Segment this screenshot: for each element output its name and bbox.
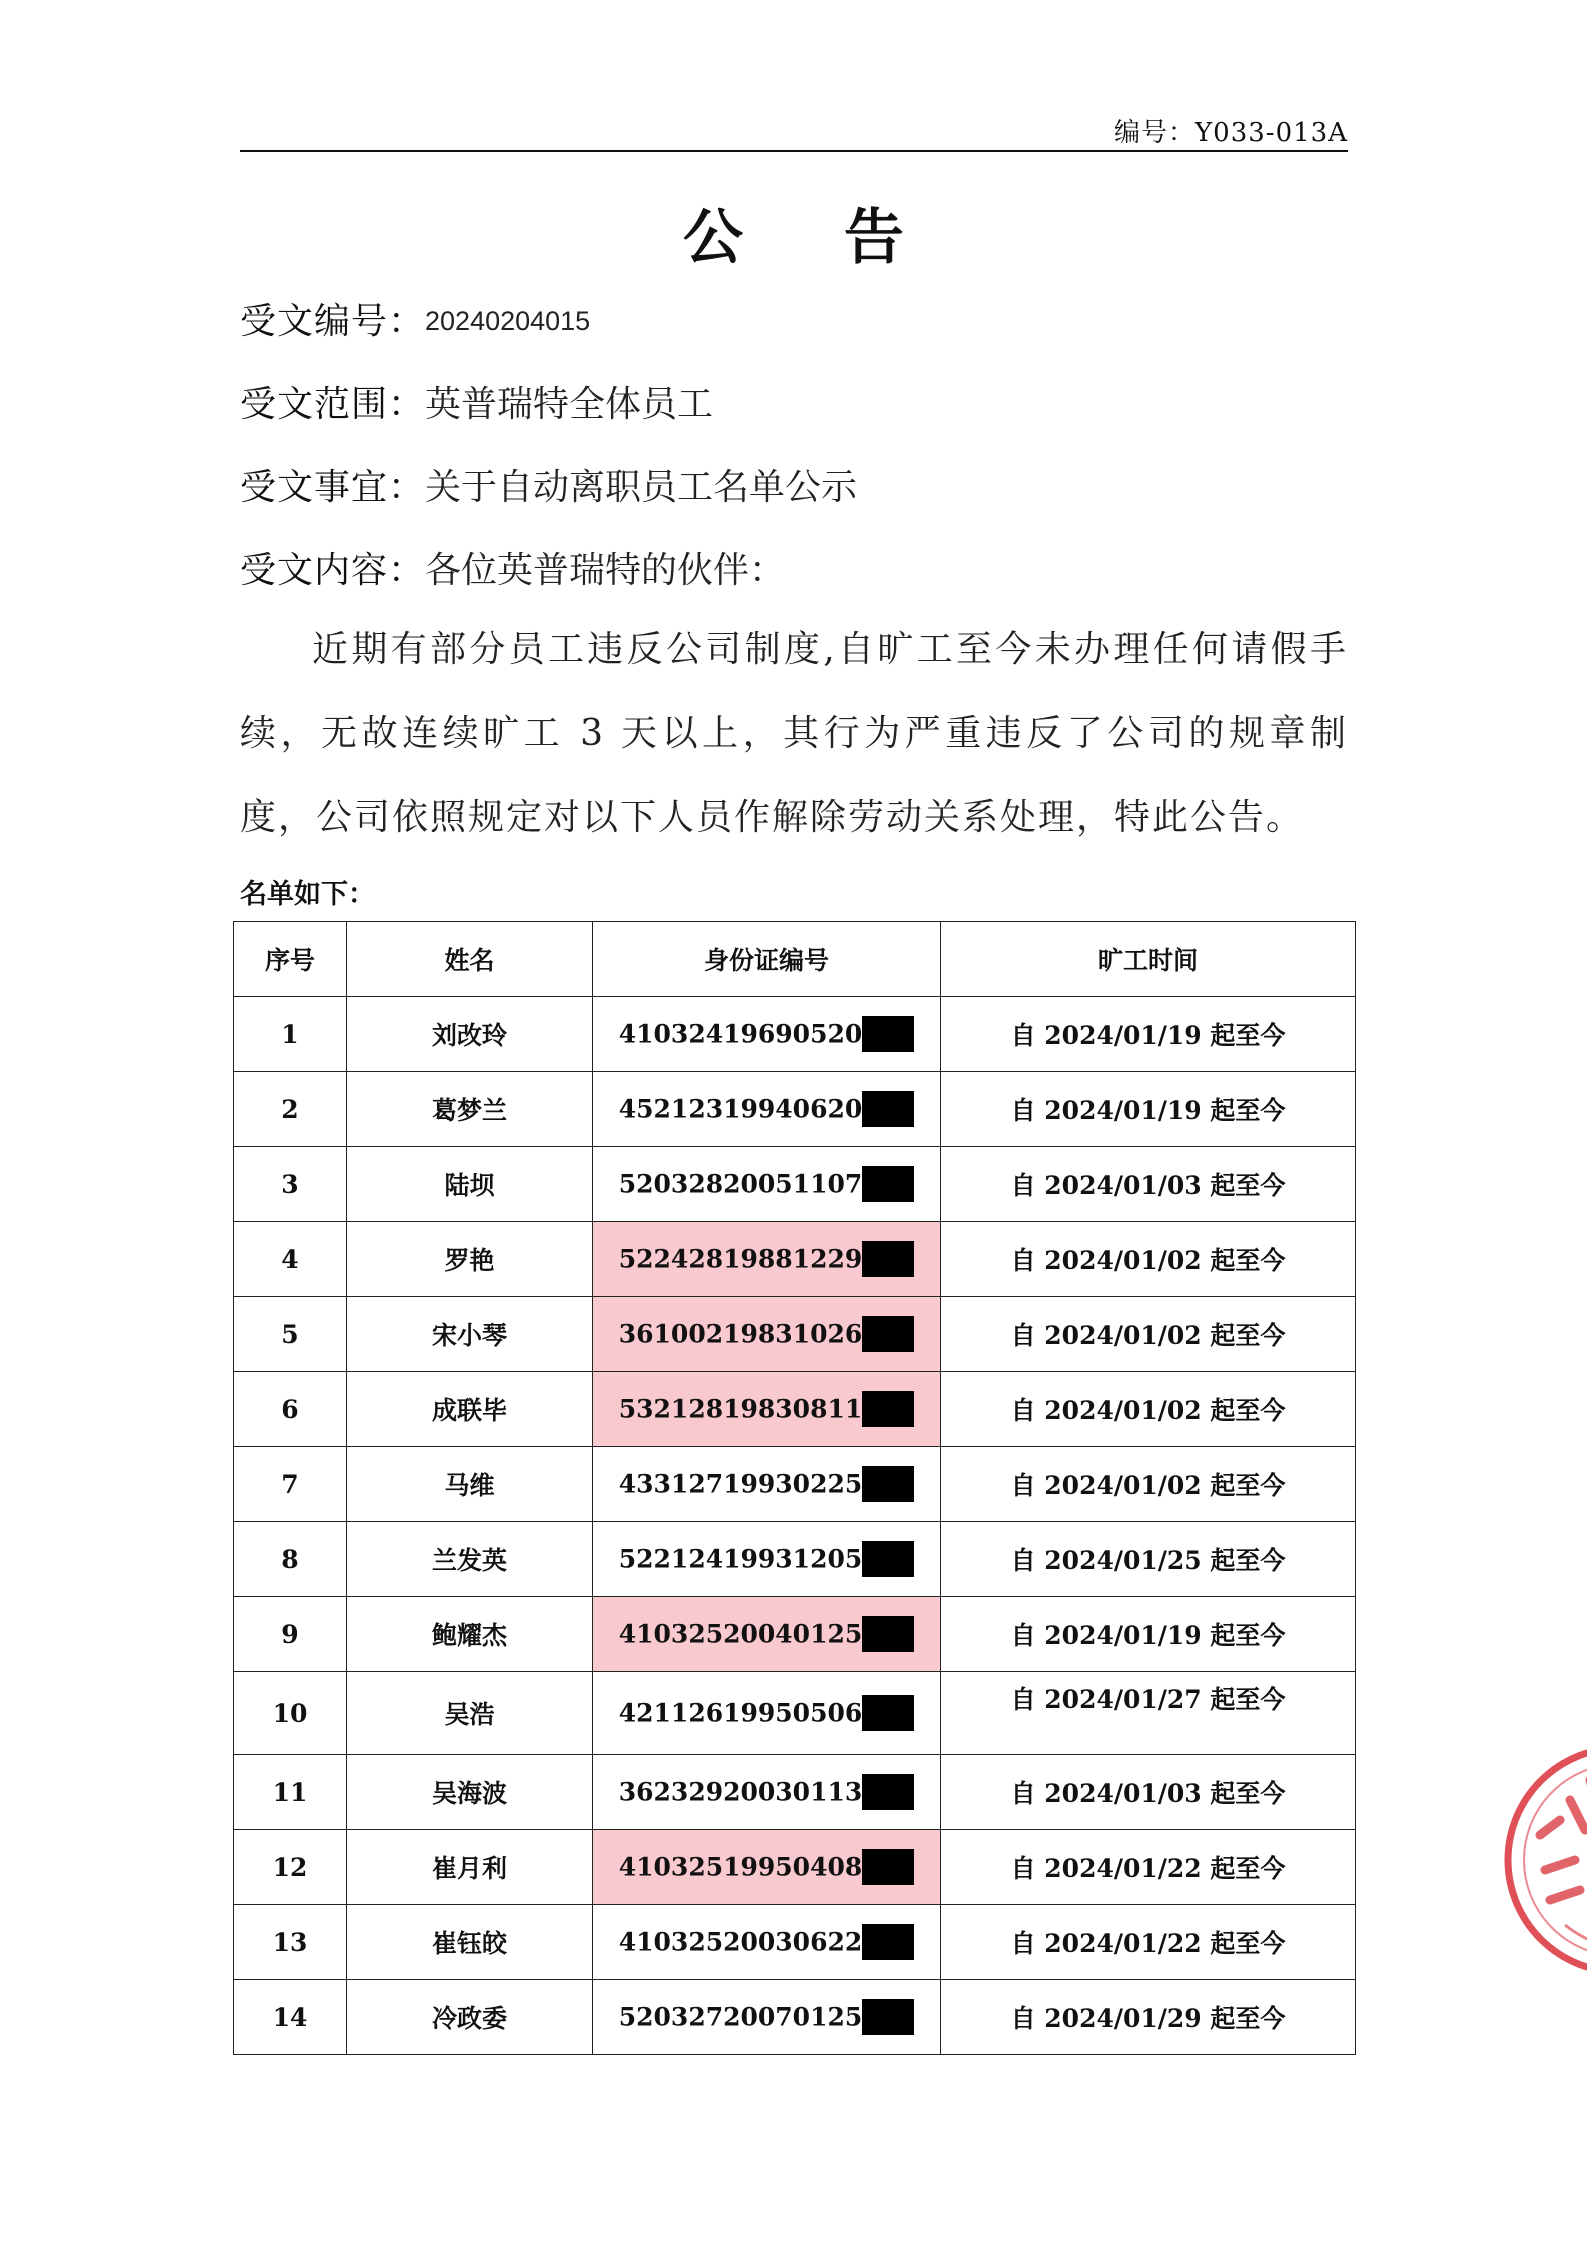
absence-start-date: 2024/01/03 xyxy=(1044,1171,1202,1200)
id-number-cell xyxy=(593,1372,941,1447)
employee-table xyxy=(233,921,1356,2055)
absence-start-date: 2024/01/19 xyxy=(1044,1621,1202,1650)
employee-name: 吴海波 xyxy=(347,1755,593,1830)
date-prefix: 自 xyxy=(1010,1246,1045,1275)
date-prefix: 自 xyxy=(1010,1321,1045,1350)
absence-time xyxy=(941,1147,1356,1222)
field-subject xyxy=(240,459,857,510)
employee-name: 冷政委 xyxy=(347,1980,593,2055)
field-label: 受文范围： xyxy=(240,384,426,425)
id-number-cell xyxy=(593,1755,941,1830)
absence-start-date: 2024/01/02 xyxy=(1044,1321,1202,1350)
date-prefix: 自 xyxy=(1010,1396,1045,1425)
date-prefix: 自 xyxy=(1010,1471,1045,1500)
table-row xyxy=(234,997,1356,1072)
field-value: 各位英普瑞特的伙伴： xyxy=(425,550,786,591)
absence-start-date: 2024/01/19 xyxy=(1044,1021,1202,1050)
id-number-cell xyxy=(593,1222,941,1297)
date-suffix: 起至今 xyxy=(1201,1171,1286,1200)
date-prefix: 自 xyxy=(1010,2004,1045,2033)
row-number: 1 xyxy=(234,997,347,1072)
table-row xyxy=(234,1222,1356,1297)
id-number-cell xyxy=(593,1297,941,1372)
redaction-block xyxy=(862,1849,914,1885)
row-number: 7 xyxy=(234,1447,347,1522)
redaction-block xyxy=(862,1616,914,1652)
date-suffix: 起至今 xyxy=(1201,1779,1286,1808)
row-number: 13 xyxy=(234,1905,347,1980)
employee-name: 鲍耀杰 xyxy=(347,1597,593,1672)
date-prefix: 自 xyxy=(1010,1685,1045,1714)
row-number: 9 xyxy=(234,1597,347,1672)
absence-start-date: 2024/01/27 xyxy=(1044,1685,1202,1714)
id-number-cell xyxy=(593,1597,941,1672)
absence-time xyxy=(941,1372,1356,1447)
id-number-cell xyxy=(593,1147,941,1222)
date-suffix: 起至今 xyxy=(1201,1929,1286,1958)
employee-name: 成联毕 xyxy=(347,1372,593,1447)
field-value: 关于自动离职员工名单公示 xyxy=(425,467,858,508)
absence-time xyxy=(941,1522,1356,1597)
id-number-visible: 42112619950506 xyxy=(618,1698,863,1728)
date-suffix: 起至今 xyxy=(1201,2004,1286,2033)
id-number-visible: 36100219831026 xyxy=(618,1319,863,1349)
redaction-block xyxy=(862,1391,914,1427)
absence-start-date: 2024/01/22 xyxy=(1044,1854,1202,1883)
absence-time xyxy=(941,1072,1356,1147)
field-label: 受文编号： xyxy=(240,301,426,342)
redaction-block xyxy=(862,1695,914,1731)
row-number: 4 xyxy=(234,1222,347,1297)
absence-start-date: 2024/01/03 xyxy=(1044,1779,1202,1808)
absence-time xyxy=(941,1672,1356,1755)
table-row xyxy=(234,1830,1356,1905)
absence-start-date: 2024/01/25 xyxy=(1044,1546,1202,1575)
header-divider xyxy=(240,150,1348,152)
employee-name: 崔钰皎 xyxy=(347,1905,593,1980)
absence-time xyxy=(941,1980,1356,2055)
employee-name: 兰发英 xyxy=(347,1522,593,1597)
redaction-block xyxy=(862,1241,914,1277)
table-row xyxy=(234,1447,1356,1522)
employee-name: 葛梦兰 xyxy=(347,1072,593,1147)
date-suffix: 起至今 xyxy=(1201,1546,1286,1575)
company-seal xyxy=(1500,1740,1587,1980)
row-number: 6 xyxy=(234,1372,347,1447)
date-suffix: 起至今 xyxy=(1201,1321,1286,1350)
date-prefix: 自 xyxy=(1010,1929,1045,1958)
id-number-visible: 41032520040125 xyxy=(618,1619,863,1649)
absence-time xyxy=(941,1297,1356,1372)
id-number-cell xyxy=(593,1830,941,1905)
row-number: 5 xyxy=(234,1297,347,1372)
table-row xyxy=(234,1072,1356,1147)
notice-body: 近期有部分员工违反公司制度,自旷工至今未办理任何请假手续，无故连续旷工 3 天以上，其行为严重违反了公司的规章制度，公司依照规定对以下人员作解除劳动关系处理，特此公告。 xyxy=(240,629,1348,838)
table-row xyxy=(234,1755,1356,1830)
id-number-visible: 52212419931205 xyxy=(618,1544,863,1574)
absence-start-date: 2024/01/02 xyxy=(1044,1396,1202,1425)
table-header-row xyxy=(234,922,1356,997)
row-number: 11 xyxy=(234,1755,347,1830)
column-header-absence-time: 旷工时间 xyxy=(941,922,1356,997)
absence-time xyxy=(941,1905,1356,1980)
id-number-visible: 53212819830811 xyxy=(618,1394,863,1424)
table-row xyxy=(234,1597,1356,1672)
absence-start-date: 2024/01/29 xyxy=(1044,2004,1202,2033)
date-suffix: 起至今 xyxy=(1201,1471,1286,1500)
redaction-block xyxy=(862,1924,914,1960)
column-header-name: 姓名 xyxy=(347,922,593,997)
table-row xyxy=(234,1672,1356,1755)
absence-time xyxy=(941,1755,1356,1830)
date-prefix: 自 xyxy=(1010,1021,1045,1050)
absence-time xyxy=(941,1830,1356,1905)
list-label: 名单如下： xyxy=(240,879,375,910)
row-number: 10 xyxy=(234,1672,347,1755)
field-content xyxy=(240,542,785,593)
absence-start-date: 2024/01/02 xyxy=(1044,1471,1202,1500)
date-suffix: 起至今 xyxy=(1201,1021,1286,1050)
id-number-cell xyxy=(593,1672,941,1755)
table-row xyxy=(234,1297,1356,1372)
redaction-block xyxy=(862,1466,914,1502)
id-number-cell xyxy=(593,1072,941,1147)
row-number: 3 xyxy=(234,1147,347,1222)
employee-name: 吴浩 xyxy=(347,1672,593,1755)
table-row xyxy=(234,1905,1356,1980)
redaction-block xyxy=(862,1316,914,1352)
absence-time xyxy=(941,1222,1356,1297)
table-row xyxy=(234,1147,1356,1222)
redaction-block xyxy=(862,1541,914,1577)
field-label: 受文内容： xyxy=(240,550,426,591)
redaction-block xyxy=(862,1016,914,1052)
field-scope xyxy=(240,376,713,427)
table-row xyxy=(234,1372,1356,1447)
id-number-cell xyxy=(593,1522,941,1597)
field-document-number xyxy=(240,293,590,344)
column-header-number: 序号 xyxy=(234,922,347,997)
id-number-visible: 52242819881229 xyxy=(618,1244,863,1274)
row-number: 2 xyxy=(234,1072,347,1147)
column-header-id: 身份证编号 xyxy=(593,922,941,997)
id-number-visible: 43312719930225 xyxy=(618,1469,863,1499)
id-number-cell xyxy=(593,1905,941,1980)
date-prefix: 自 xyxy=(1010,1546,1045,1575)
id-number-visible: 52032720070125 xyxy=(618,2002,863,2032)
field-label: 受文事宜： xyxy=(240,467,426,508)
redaction-block xyxy=(862,1999,914,2035)
id-number-visible: 52032820051107 xyxy=(618,1169,863,1199)
table-row xyxy=(234,1522,1356,1597)
date-prefix: 自 xyxy=(1010,1779,1045,1808)
date-suffix: 起至今 xyxy=(1201,1246,1286,1275)
redaction-block xyxy=(862,1774,914,1810)
absence-time xyxy=(941,997,1356,1072)
page-title: 公 告 xyxy=(683,203,944,273)
id-number-visible: 41032519950408 xyxy=(618,1852,863,1882)
absence-time xyxy=(941,1597,1356,1672)
row-number: 8 xyxy=(234,1522,347,1597)
employee-name: 陆坝 xyxy=(347,1147,593,1222)
field-value: 英普瑞特全体员工 xyxy=(425,384,714,425)
redaction-block xyxy=(862,1166,914,1202)
id-number-cell xyxy=(593,1447,941,1522)
field-value: 20240204015 xyxy=(425,306,591,336)
id-number-visible: 45212319940620 xyxy=(618,1094,863,1124)
date-suffix: 起至今 xyxy=(1201,1621,1286,1650)
absence-time xyxy=(941,1447,1356,1522)
date-suffix: 起至今 xyxy=(1201,1685,1286,1714)
table-row xyxy=(234,1980,1356,2055)
id-number-visible: 36232920030113 xyxy=(618,1777,863,1807)
date-suffix: 起至今 xyxy=(1201,1854,1286,1883)
id-number-cell xyxy=(593,997,941,1072)
employee-name: 宋小琴 xyxy=(347,1297,593,1372)
redaction-block xyxy=(862,1091,914,1127)
absence-start-date: 2024/01/02 xyxy=(1044,1246,1202,1275)
date-suffix: 起至今 xyxy=(1201,1096,1286,1125)
date-prefix: 自 xyxy=(1010,1171,1045,1200)
employee-name: 马维 xyxy=(347,1447,593,1522)
employee-name: 罗艳 xyxy=(347,1222,593,1297)
date-prefix: 自 xyxy=(1010,1096,1045,1125)
id-number-cell xyxy=(593,1980,941,2055)
document-code: 编号：Y033-013A xyxy=(1114,118,1348,148)
row-number: 12 xyxy=(234,1830,347,1905)
absence-start-date: 2024/01/22 xyxy=(1044,1929,1202,1958)
employee-name: 刘改玲 xyxy=(347,997,593,1072)
id-number-visible: 41032419690520 xyxy=(618,1019,863,1049)
absence-start-date: 2024/01/19 xyxy=(1044,1096,1202,1125)
row-number: 14 xyxy=(234,1980,347,2055)
employee-name: 崔月利 xyxy=(347,1830,593,1905)
date-prefix: 自 xyxy=(1010,1854,1045,1883)
id-number-visible: 41032520030622 xyxy=(618,1927,863,1957)
date-prefix: 自 xyxy=(1010,1621,1045,1650)
date-suffix: 起至今 xyxy=(1201,1396,1286,1425)
